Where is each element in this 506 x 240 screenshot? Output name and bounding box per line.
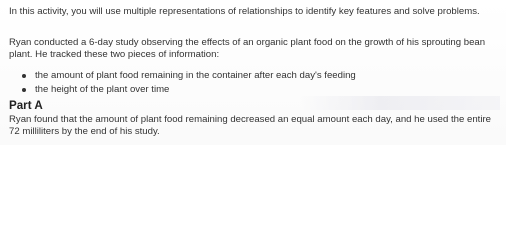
list-item bbox=[9, 83, 356, 97]
bullet-icon bbox=[22, 88, 26, 92]
bullet-icon bbox=[22, 74, 26, 78]
study-paragraph: Ryan conducted a 6-day study observing the effects of an organic plant food on the growth of his sprouting bean plant. He tracked these two pieces of information: bbox=[9, 37, 486, 60]
intro-text: In this activity, you will use multiple representations of relationships to identify key features and solve problems. bbox=[9, 6, 480, 17]
list-item-text: the amount of plant food remaining in the container after each day's feeding bbox=[35, 70, 356, 81]
part-a-heading: Part A bbox=[9, 99, 43, 112]
list-item bbox=[9, 69, 356, 83]
background-highlight bbox=[300, 96, 500, 110]
tracked-info-list bbox=[9, 69, 356, 97]
list-item-text: the height of the plant over time bbox=[35, 84, 170, 95]
part-a-text: Ryan found that the amount of plant food remaining decreased an equal amount each day, and he used the entire 72 milliliters by the end of his study. bbox=[9, 114, 491, 137]
